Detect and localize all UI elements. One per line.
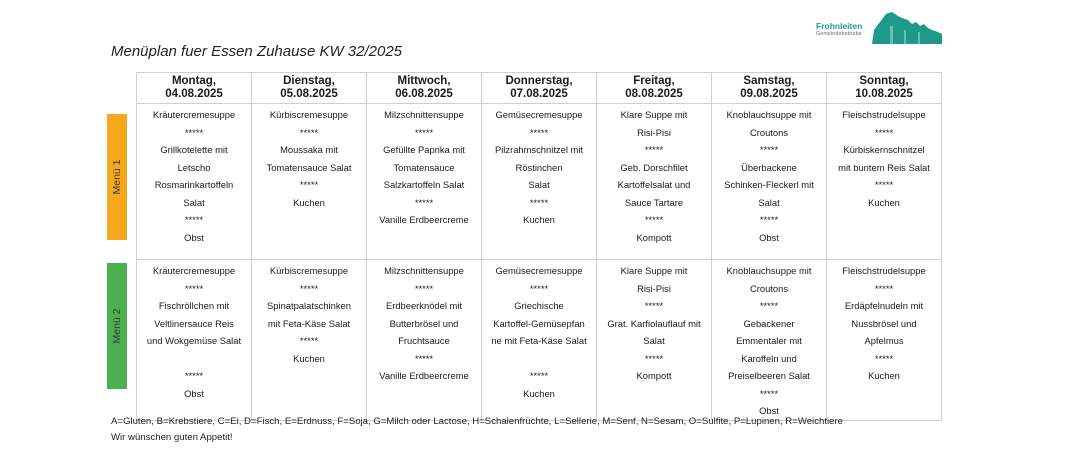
menu-line: Salat [528,179,550,190]
menu-line: Kräutercremesuppe [152,109,236,120]
menu-line: Pilzrahmschnitzel mit [494,144,584,155]
menu-line: Gemüsecremesuppe [495,109,583,120]
menu-1-cell [712,104,827,260]
menu-line: Geb. Dorschfilet [620,161,688,173]
menu-line: ***** [529,282,549,294]
menu-line: ***** [874,352,894,364]
menu-line: Vanille Erdbeercreme [379,214,469,225]
day-date: 04.08.2025 [165,88,223,100]
menu-line: ***** [299,335,319,346]
menu-line: ***** [184,214,204,225]
day-name: Dienstag, [283,75,335,87]
menu-line: Fruchtsauce [398,335,450,346]
menu-line [484,350,594,368]
menu-line: ***** [414,126,434,138]
menu-line: Salat [643,335,665,346]
menu-line: ***** [644,352,664,364]
menu-2-side-tab [107,263,127,389]
menu-line: Risi-Pisi [637,282,671,294]
menu-line: Salat [758,196,780,208]
menu-line: Tomatensauce [393,161,455,173]
menu-line: Röstinchen [515,161,563,173]
menu-line: Kuchen [293,196,325,208]
menu-line: mit Feta-Käse Salat [267,317,351,329]
menu-line: Milzschnittensuppe [384,265,464,276]
menu-line: ***** [759,144,779,155]
brand-logo [816,10,942,46]
menu-line: ***** [874,179,894,190]
menu-line: Schinken-Fleckerl mit [724,179,814,190]
menu-line: Fischröllchen mit [158,300,230,311]
menu-line: ne mit Feta-Käse Salat [491,335,587,346]
day-header [597,73,712,104]
day-name: Sonntag, [859,75,909,87]
day-date: 10.08.2025 [855,88,913,100]
day-header [827,73,942,104]
menu-line: Risi-Pisi [637,126,671,138]
page-title: Menüplan fuer Essen Zuhause KW 32/2025 [111,43,403,60]
menu-1-row [137,104,942,260]
menu-line: ***** [874,282,894,294]
menu-line: Griechische [514,300,564,311]
day-name: Freitag, [633,75,675,87]
menu-line: ***** [644,300,664,311]
menu-line: ***** [184,282,204,294]
menu-line: Obst [759,405,779,416]
day-header [482,73,597,104]
menu-line: Croutons [749,126,789,138]
menu-2-cell [252,260,367,421]
menu-line: Apfelmus [864,335,904,346]
menu-line: Erdäpfelnudeln mit [844,300,924,311]
menu-line [139,350,249,368]
menu-line: ***** [299,179,319,190]
menu-line: Salzkartoffeln Salat [383,179,465,190]
mountain-town-icon [872,10,942,44]
day-header [712,73,827,104]
day-header-row [137,73,942,104]
menu-line: Butterbrösel und [389,317,459,329]
menu-line: Obst [184,387,204,399]
menu-line: Erdbeerknödel mit [385,300,463,311]
menu-1-cell [367,104,482,260]
menu-line: ***** [529,196,549,208]
menu-2-cell [597,260,712,421]
menu-line: Emmentaler mit [736,335,802,346]
menu-line: und Wokgemüse Salat [146,335,242,346]
menu-line: Gemüsecremesuppe [495,265,583,276]
menu-line: Kürbiskernschnitzel [843,144,925,155]
menu-line: Kuchen [293,352,325,364]
menu-line: Preiselbeeren Salat [728,370,810,381]
menu-line: ***** [414,196,434,208]
menu-line: Klare Suppe mit [620,265,688,276]
menu-line: Obst [184,231,204,243]
menu-line: Kräutercremesuppe [152,265,236,276]
menu-line: Kuchen [868,370,900,381]
menu-line: Kartoffelsalat und [617,179,691,190]
day-date: 05.08.2025 [280,88,338,100]
menu-line: Fleischstrudelsuppe [842,265,926,276]
menu-line: Salat [183,196,205,208]
menu-table [136,72,942,421]
menu-line: Grat. Karfiolauflauf mit [607,317,701,329]
menu-1-cell [252,104,367,260]
menu-line: Letscho [177,161,211,173]
menu-line: ***** [644,214,664,225]
menu-line: Kuchen [868,196,900,208]
menu-line: Tomatensauce Salat [266,161,352,173]
menu-line: Kürbiscremesuppe [269,109,349,120]
menu-1-cell [597,104,712,260]
menu-line: Fleischstrudelsuppe [842,109,926,120]
day-name: Samstag, [743,75,795,87]
menu-line: Milzschnittensuppe [384,109,464,120]
menu-line: ***** [644,144,664,155]
menu-line: ***** [414,352,434,364]
menu-1-side-tab [107,114,127,240]
menu-line: mit buntem Reis Salat [838,161,930,173]
menu-2-row [137,260,942,421]
logo-text [816,21,862,38]
menu-2-cell [137,260,252,421]
logo-subtitle: Gemeindebetriebe [816,31,862,37]
menu-2-cell [827,260,942,421]
day-header [137,73,252,104]
allergen-legend: A=Gluten, B=Krebstiere, C=Ei, D=Fisch, E=Erdnuss, F=Soja, G=Milch oder Lactose, H=Schalenfrüchte, L=Sellerie, M=Senf, N=Sesam, O=Sulfite, P=Lupinen, R=Weichtiere [111,416,843,427]
menu-line: Knoblauchsuppe mit [726,265,812,276]
menu-1-cell [482,104,597,260]
day-date: 09.08.2025 [740,88,798,100]
menu-line: Grillkotelette mit [160,144,228,155]
day-header [252,73,367,104]
menu-line: ***** [759,387,779,399]
menu-line: Überbackene [741,161,797,173]
menu-line: Klare Suppe mit [620,109,688,120]
menu-line: ***** [529,370,549,381]
menu-line: Veltlinersauce Reis [154,317,234,329]
menu-line: ***** [184,126,204,138]
day-header [367,73,482,104]
menu-line: Vanille Erdbeercreme [379,370,469,381]
menu-line: Kürbiscremesuppe [269,265,349,276]
menu-line: Kuchen [523,214,555,225]
day-date: 06.08.2025 [395,88,453,100]
menu-2-cell [712,260,827,421]
menu-line: ***** [874,126,894,138]
menu-line: Sauce Tartare [624,196,684,208]
menu-1-cell [137,104,252,260]
menu-1-label: Menü 1 [111,159,123,195]
menu-line: Karoffeln und [741,352,797,364]
day-name: Mittwoch, [397,75,451,87]
menu-line: Knoblauchsuppe mit [726,109,812,120]
menu-line: Gebackener [743,317,795,329]
menu-line: ***** [299,282,319,294]
menu-line: Spinatpalatschinken [267,300,351,311]
menu-line: ***** [529,126,549,138]
menu-2-cell [482,260,597,421]
day-date: 07.08.2025 [510,88,568,100]
menu-1-cell [827,104,942,260]
menu-line: ***** [759,214,779,225]
menu-line: Gefüllte Paprika mit [383,144,465,155]
menu-line: Kartoffel-Gemüsepfan [493,317,585,329]
logo-title: Frohnleiten [816,21,863,31]
menu-line: Kuchen [523,387,555,399]
menu-line: ***** [184,370,204,381]
menu-2-label: Menü 2 [111,308,123,344]
menu-line: Rosmarinkartoffeln [154,179,234,190]
menu-line: Obst [759,231,779,243]
greeting-text: Wir wünschen guten Appetit! [111,432,233,443]
menu-2-cell [367,260,482,421]
menu-line: Moussaka mit [280,144,338,155]
menu-line: Kompott [636,231,672,243]
menu-line: ***** [414,282,434,294]
menu-line: ***** [299,126,319,138]
menu-line: Kompott [636,370,672,381]
day-name: Donnerstag, [505,75,573,87]
menu-line: Nussbrösel und [851,317,917,329]
day-date: 08.08.2025 [625,88,683,100]
menu-line: ***** [759,300,779,311]
menu-line: Croutons [749,282,789,294]
day-name: Montag, [171,75,217,87]
